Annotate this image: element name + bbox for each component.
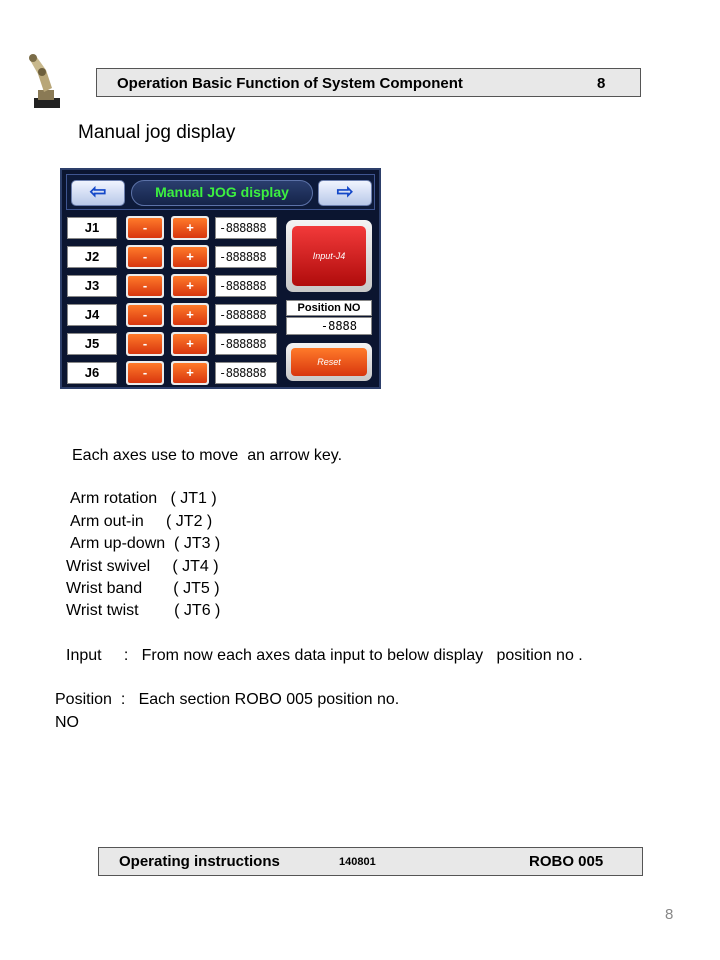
j3-plus-button[interactable]: + xyxy=(171,274,209,298)
j1-plus-button[interactable]: + xyxy=(171,216,209,240)
j6-plus-button[interactable]: + xyxy=(171,361,209,385)
j4-value: -888888 xyxy=(215,304,277,326)
j5-value: -888888 xyxy=(215,333,277,355)
joint-label: J4 xyxy=(67,304,117,326)
joint-row-j6 xyxy=(67,361,277,385)
axis-line: Arm up-down ( JT3 ) xyxy=(70,535,221,552)
robot-arm-logo-icon xyxy=(24,52,68,110)
screen-title: Manual JOG display xyxy=(131,180,313,206)
joint-row-j5 xyxy=(67,332,277,356)
j2-value: -888888 xyxy=(215,246,277,268)
back-arrow-button[interactable]: ⇦ xyxy=(71,180,125,206)
axis-line: Wrist twist ( JT6 ) xyxy=(66,602,221,619)
joint-row-j2 xyxy=(67,245,277,269)
joint-label: J6 xyxy=(67,362,117,384)
header-title: Operation Basic Function of System Component xyxy=(117,75,463,92)
axis-line: Wrist swivel ( JT4 ) xyxy=(66,558,219,575)
axis-line: Arm rotation ( JT1 ) xyxy=(70,490,217,507)
header-page: 8 xyxy=(597,75,606,92)
axis-line: Arm out-in ( JT2 ) xyxy=(70,513,213,530)
page-number: 8 xyxy=(665,906,674,923)
joint-label: J5 xyxy=(67,333,117,355)
j3-value: -888888 xyxy=(215,275,277,297)
position-no-value: -8888 xyxy=(286,317,372,335)
joint-label: J2 xyxy=(67,246,117,268)
j6-value: -888888 xyxy=(215,362,277,384)
footer-title: Operating instructions xyxy=(119,853,280,870)
j3-minus-button[interactable]: - xyxy=(126,274,164,298)
j6-minus-button[interactable]: - xyxy=(126,361,164,385)
j1-minus-button[interactable]: - xyxy=(126,216,164,240)
joint-label: J1 xyxy=(67,217,117,239)
j5-plus-button[interactable]: + xyxy=(171,332,209,356)
manual-jog-screen xyxy=(60,168,381,389)
header-bar xyxy=(96,68,641,97)
input-description: Input : From now each axes data input to below display position no . xyxy=(66,647,583,664)
intro-text: Each axes use to move an arrow key. xyxy=(72,447,343,464)
reset-button[interactable]: Reset xyxy=(286,343,372,381)
j2-plus-button[interactable]: + xyxy=(171,245,209,269)
j1-value: -888888 xyxy=(215,217,277,239)
joint-row-j3 xyxy=(67,274,277,298)
footer-bar xyxy=(98,847,643,876)
joint-label: J3 xyxy=(67,275,117,297)
footer-product: ROBO 005 xyxy=(529,853,604,870)
j2-minus-button[interactable]: - xyxy=(126,245,164,269)
position-description: Position : Each section ROBO 005 position no. xyxy=(55,691,400,708)
section-title: Manual jog display xyxy=(78,122,236,143)
position-no-label: Position NO xyxy=(286,300,372,316)
footer-code: 140801 xyxy=(339,856,376,868)
forward-arrow-button[interactable]: ⇨ xyxy=(318,180,372,206)
joint-row-j1 xyxy=(67,216,277,240)
j4-minus-button[interactable]: - xyxy=(126,303,164,327)
joint-row-j4 xyxy=(67,303,277,327)
j5-minus-button[interactable]: - xyxy=(126,332,164,356)
axis-line: Wrist band ( JT5 ) xyxy=(66,580,220,597)
position-description-no: NO xyxy=(55,714,79,731)
input-button[interactable]: Input-J4 xyxy=(286,220,372,292)
j4-plus-button[interactable]: + xyxy=(171,303,209,327)
screen-title-strip xyxy=(66,174,375,210)
